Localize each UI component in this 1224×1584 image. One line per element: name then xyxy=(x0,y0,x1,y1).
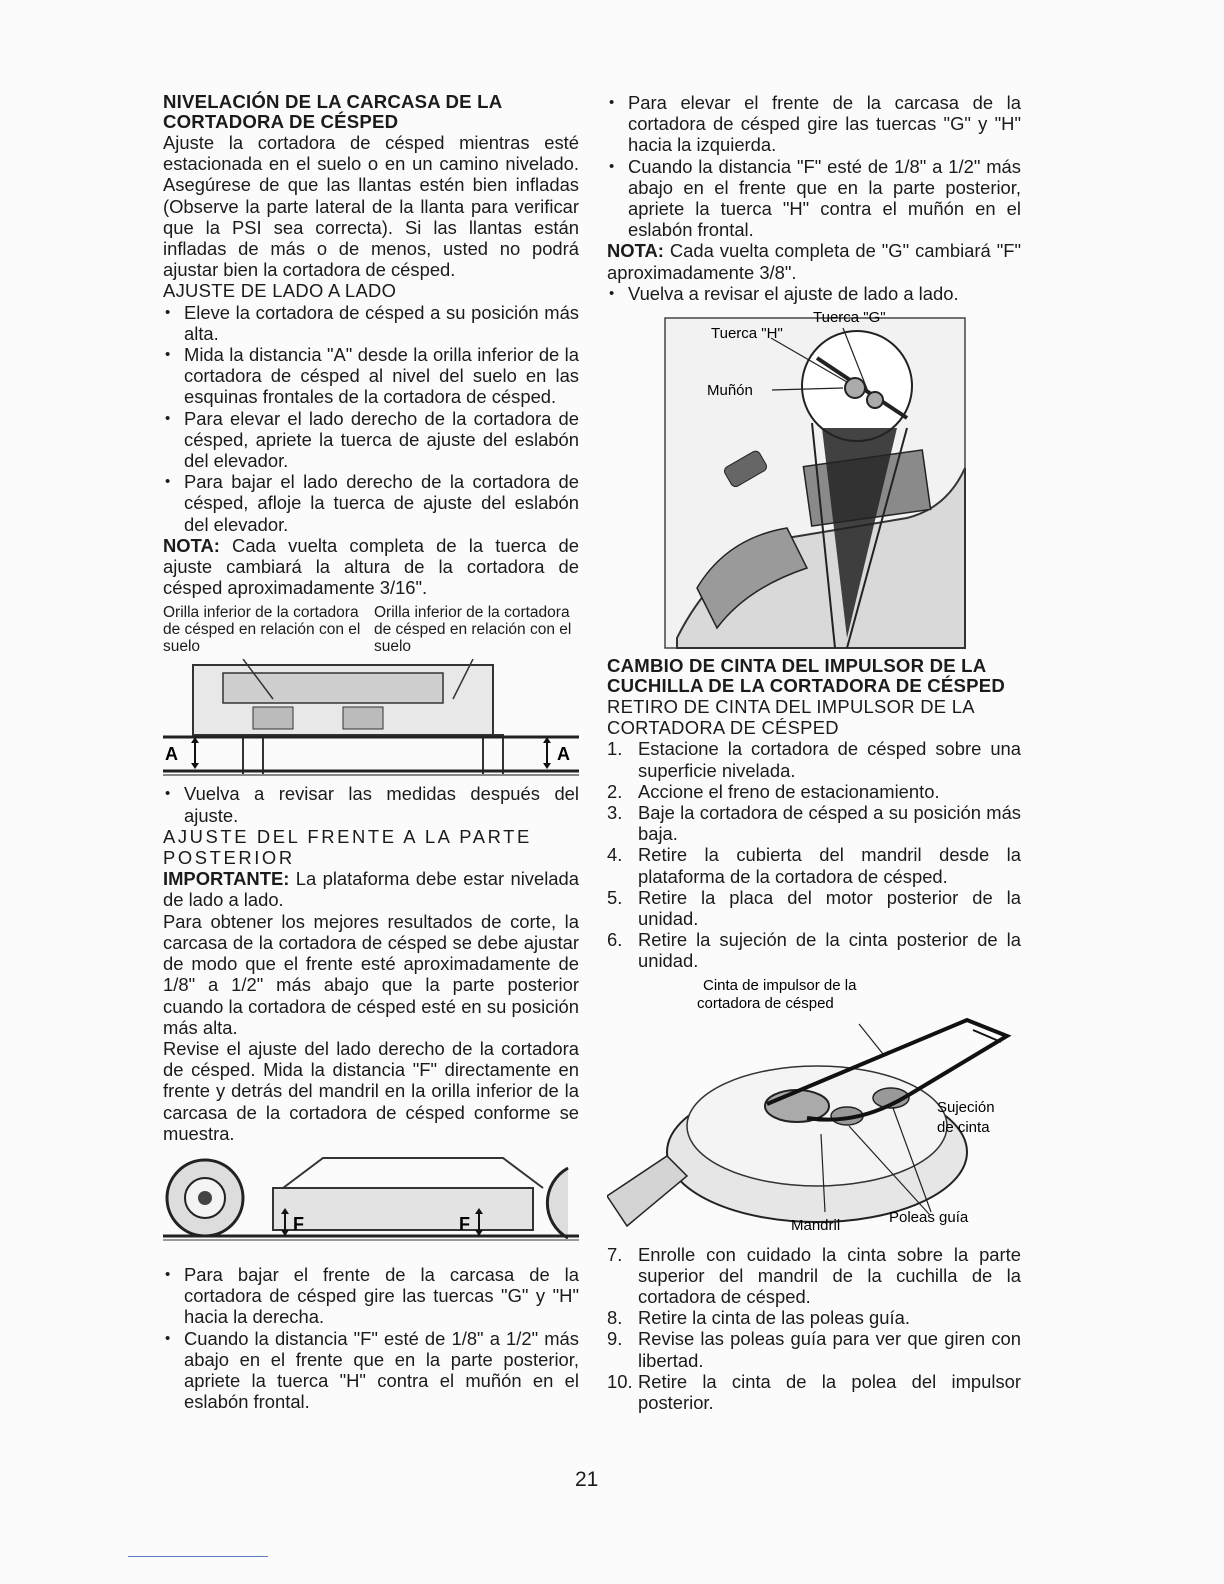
list-item: 2. Accione el freno de estacionamiento. xyxy=(607,780,940,802)
important-text: La plataforma debe estar nivelada de lado a lado. xyxy=(163,868,579,911)
list-item: 9. Revise las poleas guía para ver que giren con libertad. xyxy=(607,1328,1021,1371)
note-label: NOTA: xyxy=(163,534,220,556)
list-item: 1. Estacione la cortadora de césped sobre una superficie nivelada. xyxy=(607,738,1021,781)
list-item: • Para elevar el frente de la carcasa de la cortadora de césped gire las tuercas "G" y "H" hacia la izquierda. xyxy=(607,92,1021,156)
removal-steps-a xyxy=(607,738,1021,971)
best-results-paragraph: Para obtener los mejores resultados de corte, la carcasa de la cortadora de césped se debe ajustar de modo que el frente esté aproximadamente de 1/8" a 1/2" más abajo que la parte posterior cuando la cortadora de césped esté en su posición más alta. xyxy=(163,910,579,1038)
front-rear-heading: AJUSTE DEL FRENTE A LA PARTE POSTERIOR xyxy=(163,825,532,869)
list-item: 8. Retire la cinta de las poleas guía. xyxy=(607,1307,910,1329)
fig1-captions xyxy=(163,604,579,655)
list-item: 5. Retire la placa del motor posterior de la unidad. xyxy=(607,886,1021,930)
right-column xyxy=(607,92,1021,1413)
side-to-side-heading: AJUSTE DE LADO A LADO xyxy=(163,280,397,302)
list-item: • Para bajar el frente de la carcasa de la cortadora de césped gire las tuercas "G" y "H" hacia la derecha. xyxy=(163,1264,579,1328)
recheck-list xyxy=(163,783,579,825)
note-paragraph xyxy=(163,535,579,599)
footer-rule xyxy=(128,1556,268,1557)
list-item: • Mida la distancia "A" desde la orilla inferior de la cortadora de césped al nivel del suelo en las esquinas frontales de la cortadora de césped. xyxy=(163,344,579,408)
side-to-side-list xyxy=(163,302,579,535)
list-item: • Vuelva a revisar el ajuste de lado a lado. xyxy=(607,283,1021,304)
leveling-intro: Ajuste la cortadora de césped mientras esté estacionada en el suelo o en un camino nivelado. Asegúrese de que las llantas estén bien infladas (Observe la parte lateral de la llanta para verificar que la PSI sea correcta). Si las llantas están infladas de más o de menos, usted no podrá ajustar bien la cortadora de césped. xyxy=(163,132,579,281)
adjustment-nuts-figure xyxy=(607,308,1021,652)
removal-steps-b xyxy=(607,1244,1021,1414)
fig1-caption-left: Orilla inferior de la cortadora de césped en relación con el suelo xyxy=(163,604,361,656)
fig2-label-f-left: F xyxy=(293,1213,304,1234)
recheck-list-right xyxy=(607,283,1021,304)
list-item: • Para elevar el lado derecho de la cortadora de césped, apriete la tuerca de ajuste del eslabón del elevador. xyxy=(163,408,579,472)
fig3-trunnion-label: Muñón xyxy=(707,382,753,400)
fig1-label-a-right: A xyxy=(557,744,570,765)
page-number: 21 xyxy=(575,1468,599,1491)
list-item: 3. Baje la cortadora de césped a su posición más baja. xyxy=(607,802,1021,845)
list-item: • Cuando la distancia "F" esté de 1/8" a 1/2" más abajo en el frente que en la parte posterior, apriete la tuerca "H" contra el muñón en el eslabón frontal. xyxy=(163,1328,579,1413)
belt-removal-heading: RETIRO DE CINTA DEL IMPULSOR DE LA CORTADORA DE CÉSPED xyxy=(607,696,974,739)
raise-front-list xyxy=(607,92,1021,240)
fig4-keeper-label-2: de cinta xyxy=(937,1118,990,1136)
list-item: 6. Retire la sujeción de la cinta posterior de la unidad. xyxy=(607,929,1021,972)
important-label: IMPORTANTE: xyxy=(163,868,290,890)
note-text: Cada vuelta completa de "G" cambiará "F" aproximadamente 3/8". xyxy=(607,240,1021,283)
list-item: 10. Retire la cinta de la polea del impulsor posterior. xyxy=(607,1370,1021,1414)
note-label: NOTA: xyxy=(607,240,664,262)
left-column xyxy=(163,92,579,1412)
list-item: 4. Retire la cubierta del mandril desde la plataforma de la cortadora de césped. xyxy=(607,844,1021,887)
fig2-label-f-right: F xyxy=(459,1213,470,1234)
front-rear-figure xyxy=(163,1148,579,1260)
list-item: • Vuelva a revisar las medidas después del ajuste. xyxy=(163,783,579,825)
fig4-belt-label-1: Cinta de impulsor de la xyxy=(703,976,857,994)
fig3-nut-h-label: Tuerca "H" xyxy=(711,325,783,343)
fig1-label-a-left: A xyxy=(165,744,178,765)
belt-figure xyxy=(607,976,1021,1240)
list-item: • Cuando la distancia "F" esté de 1/8" a 1/2" más abajo en el frente que en la parte posterior, apriete la tuerca "H" contra el muñón en el eslabón frontal. xyxy=(607,156,1021,241)
belt-change-title: CAMBIO DE CINTA DEL IMPULSOR DE LA CUCHILLA DE LA CORTADORA DE CÉSPED xyxy=(607,655,1005,697)
fig4-belt-label-2: cortadora de césped xyxy=(697,994,834,1012)
fig4-idlers-label: Poleas guía xyxy=(889,1208,969,1226)
note-paragraph-right xyxy=(607,240,1021,282)
list-item: • Para bajar el lado derecho de la cortadora de césped, afloje la tuerca de ajuste del eslabón del elevador. xyxy=(163,471,579,535)
lower-front-list xyxy=(163,1264,579,1412)
note-text: Cada vuelta completa de la tuerca de ajuste cambiará la altura de la cortadora de césped aproximadamente 3/16". xyxy=(163,534,579,599)
side-level-figure xyxy=(163,659,579,779)
list-item: 7. Enrolle con cuidado la cinta sobre la parte superior del mandril de la cuchilla de la cortadora de césped. xyxy=(607,1243,1021,1308)
fig4-spindle-label: Mandril xyxy=(791,1216,841,1234)
fig4-keeper-label-1: Sujeción xyxy=(937,1098,995,1116)
fig1-caption-right: Orilla inferior de la cortadora de césped en relación con el suelo xyxy=(374,604,572,656)
check-adjust-paragraph: Revise el ajuste del lado derecho de la cortadora de césped. Mida la distancia "F" directamente en frente y detrás del mandril en la orilla inferior de la carcasa de la cortadora de césped conforme se muestra. xyxy=(163,1037,579,1144)
list-item: • Eleve la cortadora de césped a su posición más alta. xyxy=(163,302,579,344)
fig3-nut-g-label: Tuerca "G" xyxy=(813,309,886,327)
important-paragraph xyxy=(163,868,579,910)
leveling-title: NIVELACIÓN DE LA CARCASA DE LA CORTADORA DE CÉSPED xyxy=(163,91,502,132)
